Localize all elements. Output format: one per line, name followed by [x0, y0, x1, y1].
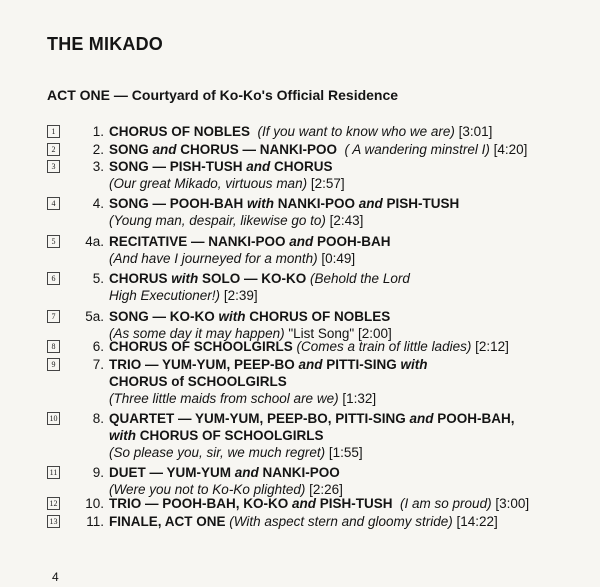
track-text	[109, 270, 589, 304]
track-box: 9	[47, 358, 60, 371]
track-text-segment: with	[400, 357, 428, 372]
track-number: 7.	[92, 357, 104, 372]
track-text-segment: and	[409, 411, 434, 426]
track-text-segment: PISH-TUSH	[316, 496, 393, 511]
track-line	[109, 356, 589, 373]
track-text-segment: SONG — KO-KO	[109, 309, 219, 324]
track-line	[109, 427, 589, 444]
track-line	[109, 410, 589, 427]
track-line	[109, 270, 589, 287]
track-text-segment: SOLO — KO-KO	[198, 271, 307, 286]
track-text-segment: (Were you not to Ko-Ko plighted)	[109, 482, 306, 497]
track-text-segment: RECITATIVE — NANKI-POO	[109, 234, 290, 249]
track-text	[109, 338, 589, 355]
track-text	[109, 158, 589, 192]
track-text-segment: (Comes a train of little ladies)	[292, 339, 472, 354]
track-line	[109, 141, 589, 158]
track-text-segment: [2:57]	[307, 176, 345, 191]
track-text	[109, 356, 589, 407]
track-box: 5	[47, 235, 60, 248]
track-number: 3.	[92, 159, 104, 174]
track-number: 5a.	[85, 309, 104, 324]
track-box: 6	[47, 272, 60, 285]
track-text-segment: PITTI-SING	[322, 357, 401, 372]
track-text-segment: (So please you, sir, we much regret)	[109, 445, 326, 460]
track-text-segment: PISH-TUSH	[382, 196, 460, 211]
track-text-segment: CHORUS of SCHOOLGIRLS	[109, 374, 287, 389]
track-text	[109, 123, 589, 140]
track-text	[109, 233, 589, 267]
track-text-segment: and	[292, 496, 317, 511]
track-text-segment: [2:26]	[305, 482, 343, 497]
track-number: 4a.	[85, 234, 104, 249]
track-text	[109, 495, 589, 512]
track-line	[109, 495, 589, 512]
track-text-segment: TRIO — YUM-YUM, PEEP-BO	[109, 357, 299, 372]
track-text-segment: with	[247, 196, 275, 211]
track-text-segment: "List Song" [2:00]	[284, 326, 392, 341]
track-line	[109, 308, 589, 325]
track-text-segment: POOH-BAH	[313, 234, 391, 249]
track-line	[109, 175, 589, 192]
track-box: 10	[47, 412, 60, 425]
track-text-segment: CHORUS OF NOBLES	[245, 309, 391, 324]
track-text-segment: [2:12]	[471, 339, 509, 354]
track-line	[109, 233, 589, 250]
track-number: 1.	[92, 124, 104, 139]
track-text-segment: and	[152, 142, 177, 157]
track-text-segment: DUET — YUM-YUM	[109, 465, 235, 480]
track-text-segment: POOH-BAH,	[433, 411, 515, 426]
track-text-segment: with	[109, 428, 136, 443]
track-text-segment: with	[218, 309, 246, 324]
track-line	[109, 287, 589, 304]
track-text-segment: CHORUS	[109, 271, 172, 286]
track-text-segment: SONG	[109, 142, 153, 157]
track-text-segment: CHORUS OF SCHOOLGIRLS	[136, 428, 324, 443]
track-box: 4	[47, 197, 60, 210]
track-text-segment: with	[171, 271, 199, 286]
track-number: 2.	[92, 142, 104, 157]
track-text-segment: [1:55]	[325, 445, 363, 460]
track-text	[109, 308, 589, 342]
page-number: 4	[52, 570, 59, 584]
track-text-segment: TRIO — POOH-BAH, KO-KO	[109, 496, 292, 511]
track-number: 9.	[92, 465, 104, 480]
track-line	[109, 158, 589, 175]
track-box: 13	[47, 515, 60, 528]
track-text-segment: (And have I journeyed for a month)	[109, 251, 318, 266]
track-number: 6.	[92, 339, 104, 354]
page-title: THE MIKADO	[47, 34, 163, 54]
track-text-segment: (As some day it may happen)	[109, 326, 285, 341]
track-text-segment: (Young man, despair, likewise go to)	[109, 213, 326, 228]
track-box: 8	[47, 340, 60, 353]
track-text-segment: [0:49]	[317, 251, 356, 266]
track-text-segment: NANKI-POO	[274, 196, 359, 211]
track-text-segment: [1:32]	[338, 391, 377, 406]
track-number: 11.	[86, 514, 104, 529]
track-text-segment: NANKI-POO	[258, 465, 340, 480]
track-text-segment: (If you want to know who we are)	[250, 124, 455, 139]
track-text-segment: and	[246, 159, 271, 174]
track-box: 1	[47, 125, 60, 138]
track-text-segment: QUARTET — YUM-YUM, PEEP-BO, PITTI-SING	[109, 411, 410, 426]
track-line	[109, 338, 589, 355]
track-number: 5.	[92, 271, 104, 286]
track-line	[109, 444, 589, 461]
track-line	[109, 123, 589, 140]
track-text-segment: CHORUS — NANKI-POO	[176, 142, 338, 157]
track-box: 11	[47, 466, 60, 479]
act-heading: ACT ONE — Courtyard of Ko-Ko's Official Residence	[47, 87, 399, 103]
track-text-segment: [4:20]	[489, 142, 528, 157]
track-text-segment: [3:01]	[454, 124, 493, 139]
track-number: 10.	[85, 496, 104, 511]
track-line	[109, 212, 589, 229]
track-text-segment: and	[358, 196, 383, 211]
track-text-segment: FINALE, ACT ONE	[109, 514, 226, 529]
track-text	[109, 464, 589, 498]
track-text-segment: and	[298, 357, 323, 372]
track-box: 12	[47, 497, 60, 510]
track-text-segment: (Behold the Lord	[306, 271, 410, 286]
track-text	[109, 195, 589, 229]
track-text-segment: and	[234, 465, 259, 480]
track-line	[109, 195, 589, 212]
track-text-segment: (Three little maids from school are we)	[109, 391, 339, 406]
track-number: 4.	[92, 196, 104, 211]
track-text	[109, 513, 589, 530]
track-text-segment: SONG — PISH-TUSH	[109, 159, 247, 174]
track-text-segment: [2:43]	[325, 213, 364, 228]
track-text-segment: CHORUS	[270, 159, 333, 174]
track-line	[109, 250, 589, 267]
track-text	[109, 141, 589, 158]
track-line	[109, 513, 589, 530]
track-text-segment: [14:22]	[452, 514, 498, 529]
track-text-segment: and	[289, 234, 314, 249]
track-box: 7	[47, 310, 60, 323]
track-box: 2	[47, 143, 60, 156]
track-text-segment: SONG — POOH-BAH	[109, 196, 248, 211]
track-box: 3	[47, 160, 60, 173]
track-text-segment: (I am so proud)	[392, 496, 492, 511]
track-text-segment: High Executioner!)	[109, 288, 221, 303]
track-text-segment: (With aspect stern and gloomy stride)	[225, 514, 453, 529]
track-text-segment: (Our great Mikado, virtuous man)	[109, 176, 308, 191]
track-line	[109, 464, 589, 481]
track-text-segment: ( A wandering minstrel I)	[337, 142, 490, 157]
track-text	[109, 410, 589, 461]
track-line	[109, 373, 589, 390]
track-text-segment: [2:39]	[220, 288, 258, 303]
track-line	[109, 390, 589, 407]
track-text-segment: [3:00]	[491, 496, 530, 511]
track-number: 8.	[92, 411, 104, 426]
track-text-segment: CHORUS OF NOBLES	[109, 124, 251, 139]
track-text-segment: CHORUS OF SCHOOLGIRLS	[109, 339, 293, 354]
